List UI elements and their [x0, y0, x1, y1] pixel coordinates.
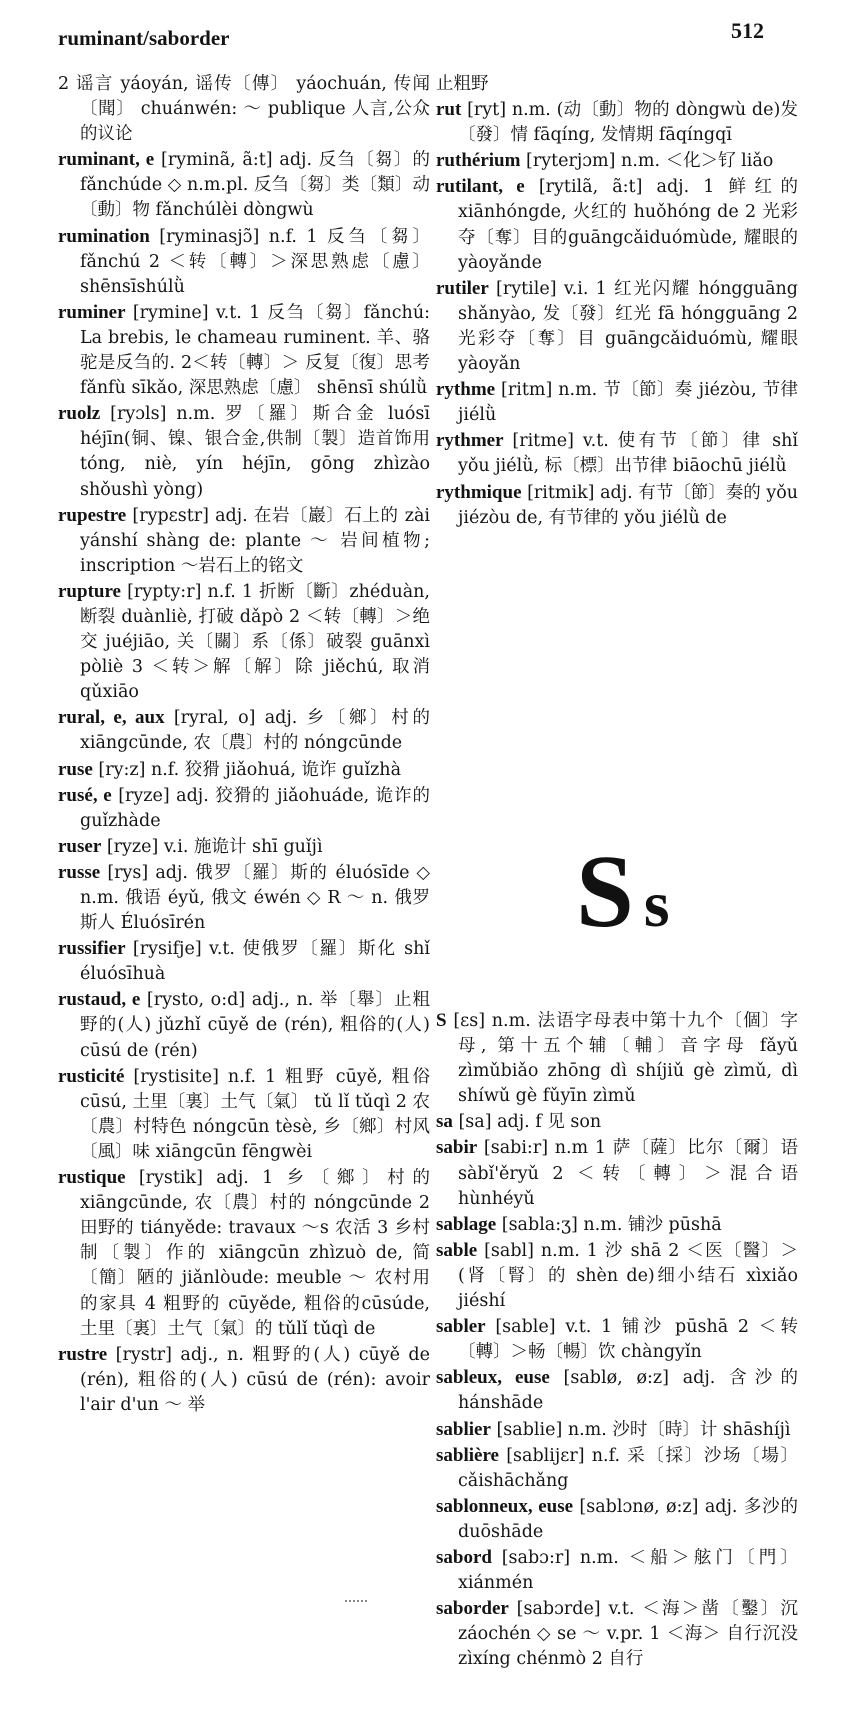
- entry-definition: [ryral, o] adj. 乡〔鄉〕村的 xiāngcūnde, 农〔農〕村的 nóngcūnde: [80, 708, 430, 754]
- dictionary-entry: [58, 72, 430, 147]
- entry-headword: russe: [58, 861, 101, 883]
- entry-definition: [ryminasjɔ̃] n.f. 1 反刍〔芻〕fǎnchú 2 ＜转〔轉〕＞深思熟虑〔慮〕 shēnsīshúlǜ: [80, 226, 430, 297]
- entry-headword: rupture: [58, 580, 121, 602]
- entry-definition: [rysifje] v.t. 使俄罗〔羅〕斯化 shǐ éluósīhuà: [80, 939, 430, 985]
- entry-definition: [ryt] n.m. (动〔動〕物的 dòngwù de)发〔發〕情 fāqíng, 发情期 fāqíngqī: [458, 100, 798, 146]
- entry-headword: ruolz: [58, 403, 101, 425]
- entry-definition: [rys] adj. 俄罗〔羅〕斯的 éluósīde ◇ n.m. 俄语 éyǔ, 俄文 éwén ◇ R ～ n. 俄罗斯人 Éluósīrén: [80, 862, 430, 934]
- dictionary-entry: [436, 377, 798, 428]
- dictionary-entry: [436, 1596, 798, 1672]
- entry-definition: 2 谣言 yáoyán, 谣传〔傳〕 yáochuán, 传闻〔聞〕 chuánwén: ～ publique 人言,公众的议论: [58, 74, 430, 145]
- dictionary-entry: [436, 1545, 798, 1596]
- dictionary-entry: [436, 148, 798, 174]
- dictionary-entry: [58, 757, 430, 783]
- dictionary-entry: [58, 1064, 430, 1165]
- entry-definition: [ɛs] n.m. 法语字母表中第十九个〔個〕字母, 第十五个辅〔輔〕音字母 fǎyǔ zìmǔbiǎo zhōng dì shíjiǔ gè zìmǔ, dì shíwǔ gè fǔyīn zìmǔ: [446, 1011, 798, 1107]
- entry-headword: sabord: [436, 1546, 492, 1568]
- dictionary-entry: [436, 174, 798, 275]
- entry-definition: [sablɔnø, ø:z] adj. 多沙的 duōshāde: [458, 1496, 798, 1542]
- dictionary-entry: [436, 97, 798, 148]
- entry-headword: rustre: [58, 1343, 108, 1365]
- dictionary-entry: [436, 1443, 798, 1494]
- entry-definition: [ry:z] n.f. 狡猾 jiǎohuá, 诡诈 guǐzhà: [92, 759, 402, 780]
- entry-definition: [rymine] v.t. 1 反刍〔芻〕fǎnchú: La brebis, le chameau ruminent. 羊、骆驼是反刍的. 2＜转〔轉〕＞ 反复〔復〕思考 fǎnfù sīkǎo, 深思熟虑〔慮〕 shēnsī shúlǜ: [80, 302, 430, 399]
- left-column: [58, 72, 430, 1418]
- entry-headword: rustaud, e: [58, 989, 141, 1011]
- running-head: ruminant/saborder: [58, 26, 230, 50]
- entry-headword: sablage: [436, 1213, 497, 1235]
- entry-definition: [rytile] v.i. 1 红光闪耀 hóngguāng shǎnyào, 发〔發〕红光 fā hóngguāng 2 光彩夺〔奪〕目 guāngcǎiduómù, 耀眼 yàoyǎn: [458, 278, 798, 375]
- section-letter-lower: s: [643, 868, 670, 941]
- dictionary-entry: [58, 224, 430, 300]
- entry-headword: ruse: [58, 758, 93, 780]
- entry-headword: russifier: [58, 938, 126, 960]
- entry-definition: [sabɔrde] v.t. ＜海＞凿〔鑿〕沉 záochén ◇ se ～ v.pr. 1 ＜海＞ 自行沉没 zìxíng chénmò 2 自行: [458, 1599, 798, 1670]
- dictionary-entry: [58, 860, 430, 936]
- entry-definition: [sable] v.t. 1 铺沙 pūshā 2 ＜转〔轉〕＞畅〔暢〕饮 chàngyǐn: [458, 1317, 798, 1363]
- right-column-top: [436, 72, 798, 531]
- entry-definition: [rypɛstr] adj. 在岩〔巖〕石上的 zài yánshí shàng de: plante ～ 岩间植物; inscription ～岩石上的铭文: [80, 505, 430, 576]
- entry-headword: sa: [436, 1111, 453, 1133]
- dictionary-entry: [436, 1494, 798, 1545]
- entry-headword: sabler: [436, 1316, 486, 1338]
- print-speck: [345, 1600, 367, 1606]
- entry-definition: [ritmik] adj. 有节〔節〕奏的 yǒu jiézòu de, 有节律的 yǒu jiélǜ de: [458, 482, 799, 528]
- dictionary-entry: [436, 1135, 798, 1211]
- dictionary-entry: [58, 503, 430, 579]
- entry-definition: [rypty:r] n.f. 1 折断〔斷〕zhéduàn, 断裂 duànliè, 打破 dǎpò 2 ＜转〔轉〕＞绝交 juéjiāo, 关〔關〕系〔係〕破裂 guānxì pòliè 3 ＜转＞解〔解〕除 jiěchú, 取消 qǔxiāo: [80, 581, 430, 703]
- entry-headword: rusé, e: [58, 784, 112, 806]
- dictionary-entry: [58, 300, 430, 401]
- dictionary-entry: [436, 428, 798, 479]
- entry-headword: S: [436, 1010, 447, 1031]
- dictionary-entry: [436, 1314, 798, 1365]
- dictionary-entry: [58, 401, 430, 502]
- right-column-bottom: [436, 1008, 798, 1672]
- entry-headword: ruser: [58, 835, 102, 857]
- entry-definition: [rystisite] n.f. 1 粗野 cūyě, 粗俗 cūsú, 土里〔裏〕土气〔氣〕 tǔ lǐ tǔqì 2 农〔農〕村特色 nóngcūn tèsè, 乡〔鄉〕村风〔風〕味 xiāngcūn fēngwèi: [80, 1066, 430, 1162]
- dictionary-entry: [436, 1417, 798, 1443]
- entry-definition: [rytilã, ã:t] adj. 1 鲜红的 xiānhóngde, 火红的 huǒhóng de 2 光彩夺〔奪〕目的guāngcǎiduómùde, 耀眼的 yàoyǎnde: [458, 177, 798, 273]
- dictionary-entry: [58, 936, 430, 987]
- entry-headword: rumination: [58, 225, 150, 247]
- dictionary-entry: [436, 1008, 798, 1109]
- entry-definition: [sabi:r] n.m 1 萨〔薩〕比尔〔爾〕语 sàbǐ'ěryǔ 2 ＜转〔轉〕＞混合语 hùnhéyǔ: [458, 1138, 798, 1209]
- dictionary-entry: [436, 480, 798, 531]
- entry-definition: [ryze] adj. 狡猾的 jiǎohuáde, 诡诈的 guǐzhàde: [80, 785, 431, 831]
- entry-headword: rythmique: [436, 481, 522, 503]
- entry-headword: rusticité: [58, 1065, 125, 1087]
- section-letter-heading: [576, 832, 670, 951]
- entry-definition: [ryminã, ã:t] adj. 反刍〔芻〕的 fǎnchúde ◇ n.m.pl. 反刍〔芻〕类〔類〕动〔動〕物 fǎnchúlèi dòngwù: [80, 150, 431, 221]
- entry-definition: [sabla:ʒ] n.m. 铺沙 pūshā: [496, 1214, 722, 1235]
- entry-headword: ruthérium: [436, 150, 521, 172]
- entry-headword: rutilant, e: [436, 176, 525, 198]
- dictionary-entry: [436, 276, 798, 377]
- entry-definition: [rysto, o:d] adj., n. 举〔舉〕止粗野的(人) jǔzhǐ cūyě de (rén), 粗俗的(人) cūsú de (rén): [80, 990, 430, 1061]
- entry-headword: saborder: [436, 1598, 509, 1620]
- dictionary-entry: [58, 834, 430, 860]
- entry-headword: sable: [436, 1239, 478, 1261]
- dictionary-entry: [58, 1342, 430, 1418]
- entry-definition: [rystik] adj. 1 乡〔鄉〕村的 xiāngcūnde, 农〔農〕村的 nóngcūnde 2 田野的 tiányěde: travaux ～s 农活 3 乡村制〔製〕作的 xiāngcūn zhìzuò de, 简〔簡〕陋的 jiǎnlòude: meuble ～ 农村用的家具 4 粗野的 cūyěde, 粗俗的cūsúde, 土里〔裏〕土气〔氣〕的 tǔlǐ tǔqì de: [80, 1168, 430, 1339]
- entry-definition: [sabɔ:r] n.m. ＜船＞舷门〔門〕 xiánmén: [458, 1547, 798, 1594]
- dictionary-entry: [58, 987, 430, 1063]
- dictionary-entry: [58, 147, 430, 223]
- entry-definition: [sablie] n.m. 沙时〔時〕计 shāshíjì: [490, 1419, 791, 1440]
- entry-definition: [ryɔls] n.m. 罗〔羅〕斯合金 luósī héjīn(铜、镍、银合金,供制〔製〕造首饰用 tóng, niè, yín héjīn, gōng zhìzào shǒushì yòng): [80, 404, 430, 500]
- entry-headword: rupestre: [58, 504, 127, 526]
- dictionary-entry: [436, 1212, 798, 1238]
- entry-definition: [sablijɛr] n.f. 采〔採〕沙场〔場〕 cǎishāchǎng: [458, 1445, 798, 1491]
- entry-headword: ruminer: [58, 301, 126, 323]
- entry-headword: sableux, euse: [436, 1367, 550, 1389]
- entry-headword: rythmer: [436, 430, 504, 452]
- dictionary-entry: [58, 579, 430, 705]
- dictionary-entry: [436, 1365, 798, 1416]
- dictionary-entry: [58, 1165, 430, 1342]
- entry-headword: rustique: [58, 1167, 126, 1189]
- entry-headword: sabir: [436, 1137, 478, 1159]
- entry-definition: [ritme] v.t. 使有节〔節〕律 shǐ yǒu jiélǜ, 标〔標〕出节律 biāochū jiélǜ: [458, 431, 798, 477]
- dictionary-entry: [58, 783, 430, 834]
- entry-definition: [sabl] n.m. 1 沙 shā 2 ＜医〔醫〕＞(肾〔腎〕的 shèn de)细小结石 xìxiǎo jiéshí: [458, 1240, 798, 1312]
- entry-headword: rutiler: [436, 277, 489, 299]
- entry-headword: rut: [436, 99, 462, 121]
- dictionary-entry: [436, 72, 798, 97]
- entry-definition: [sablø, ø:z] adj. 含沙的 hánshāde: [458, 1368, 798, 1414]
- page-number: 512: [731, 18, 764, 43]
- entry-headword: rural, e, aux: [58, 707, 165, 729]
- entry-headword: sablière: [436, 1444, 499, 1466]
- entry-definition: 止粗野: [436, 74, 489, 94]
- entry-headword: sablier: [436, 1418, 491, 1440]
- dictionary-entry: [58, 705, 430, 756]
- entry-definition: [ryterjɔm] n.m. ＜化＞钌 liǎo: [520, 151, 774, 172]
- entry-definition: [rystr] adj., n. 粗野的(人) cūyě de (rén), 粗俗的(人) cūsú de (rén): avoir l'air d'un ～ 举: [80, 1344, 430, 1415]
- entry-definition: [ryze] v.i. 施诡计 shī guǐjì: [101, 836, 323, 857]
- dictionary-entry: [436, 1109, 798, 1135]
- entry-definition: [ritm] n.m. 节〔節〕奏 jiézòu, 节律 jiélǜ: [458, 380, 798, 426]
- dictionary-entry: [436, 1238, 798, 1314]
- section-letter-capital: S: [576, 834, 634, 949]
- entry-definition: [sa] adj. f 见 son: [452, 1112, 602, 1133]
- entry-headword: rythme: [436, 379, 496, 401]
- entry-headword: ruminant, e: [58, 149, 155, 171]
- entry-headword: sablonneux, euse: [436, 1495, 574, 1517]
